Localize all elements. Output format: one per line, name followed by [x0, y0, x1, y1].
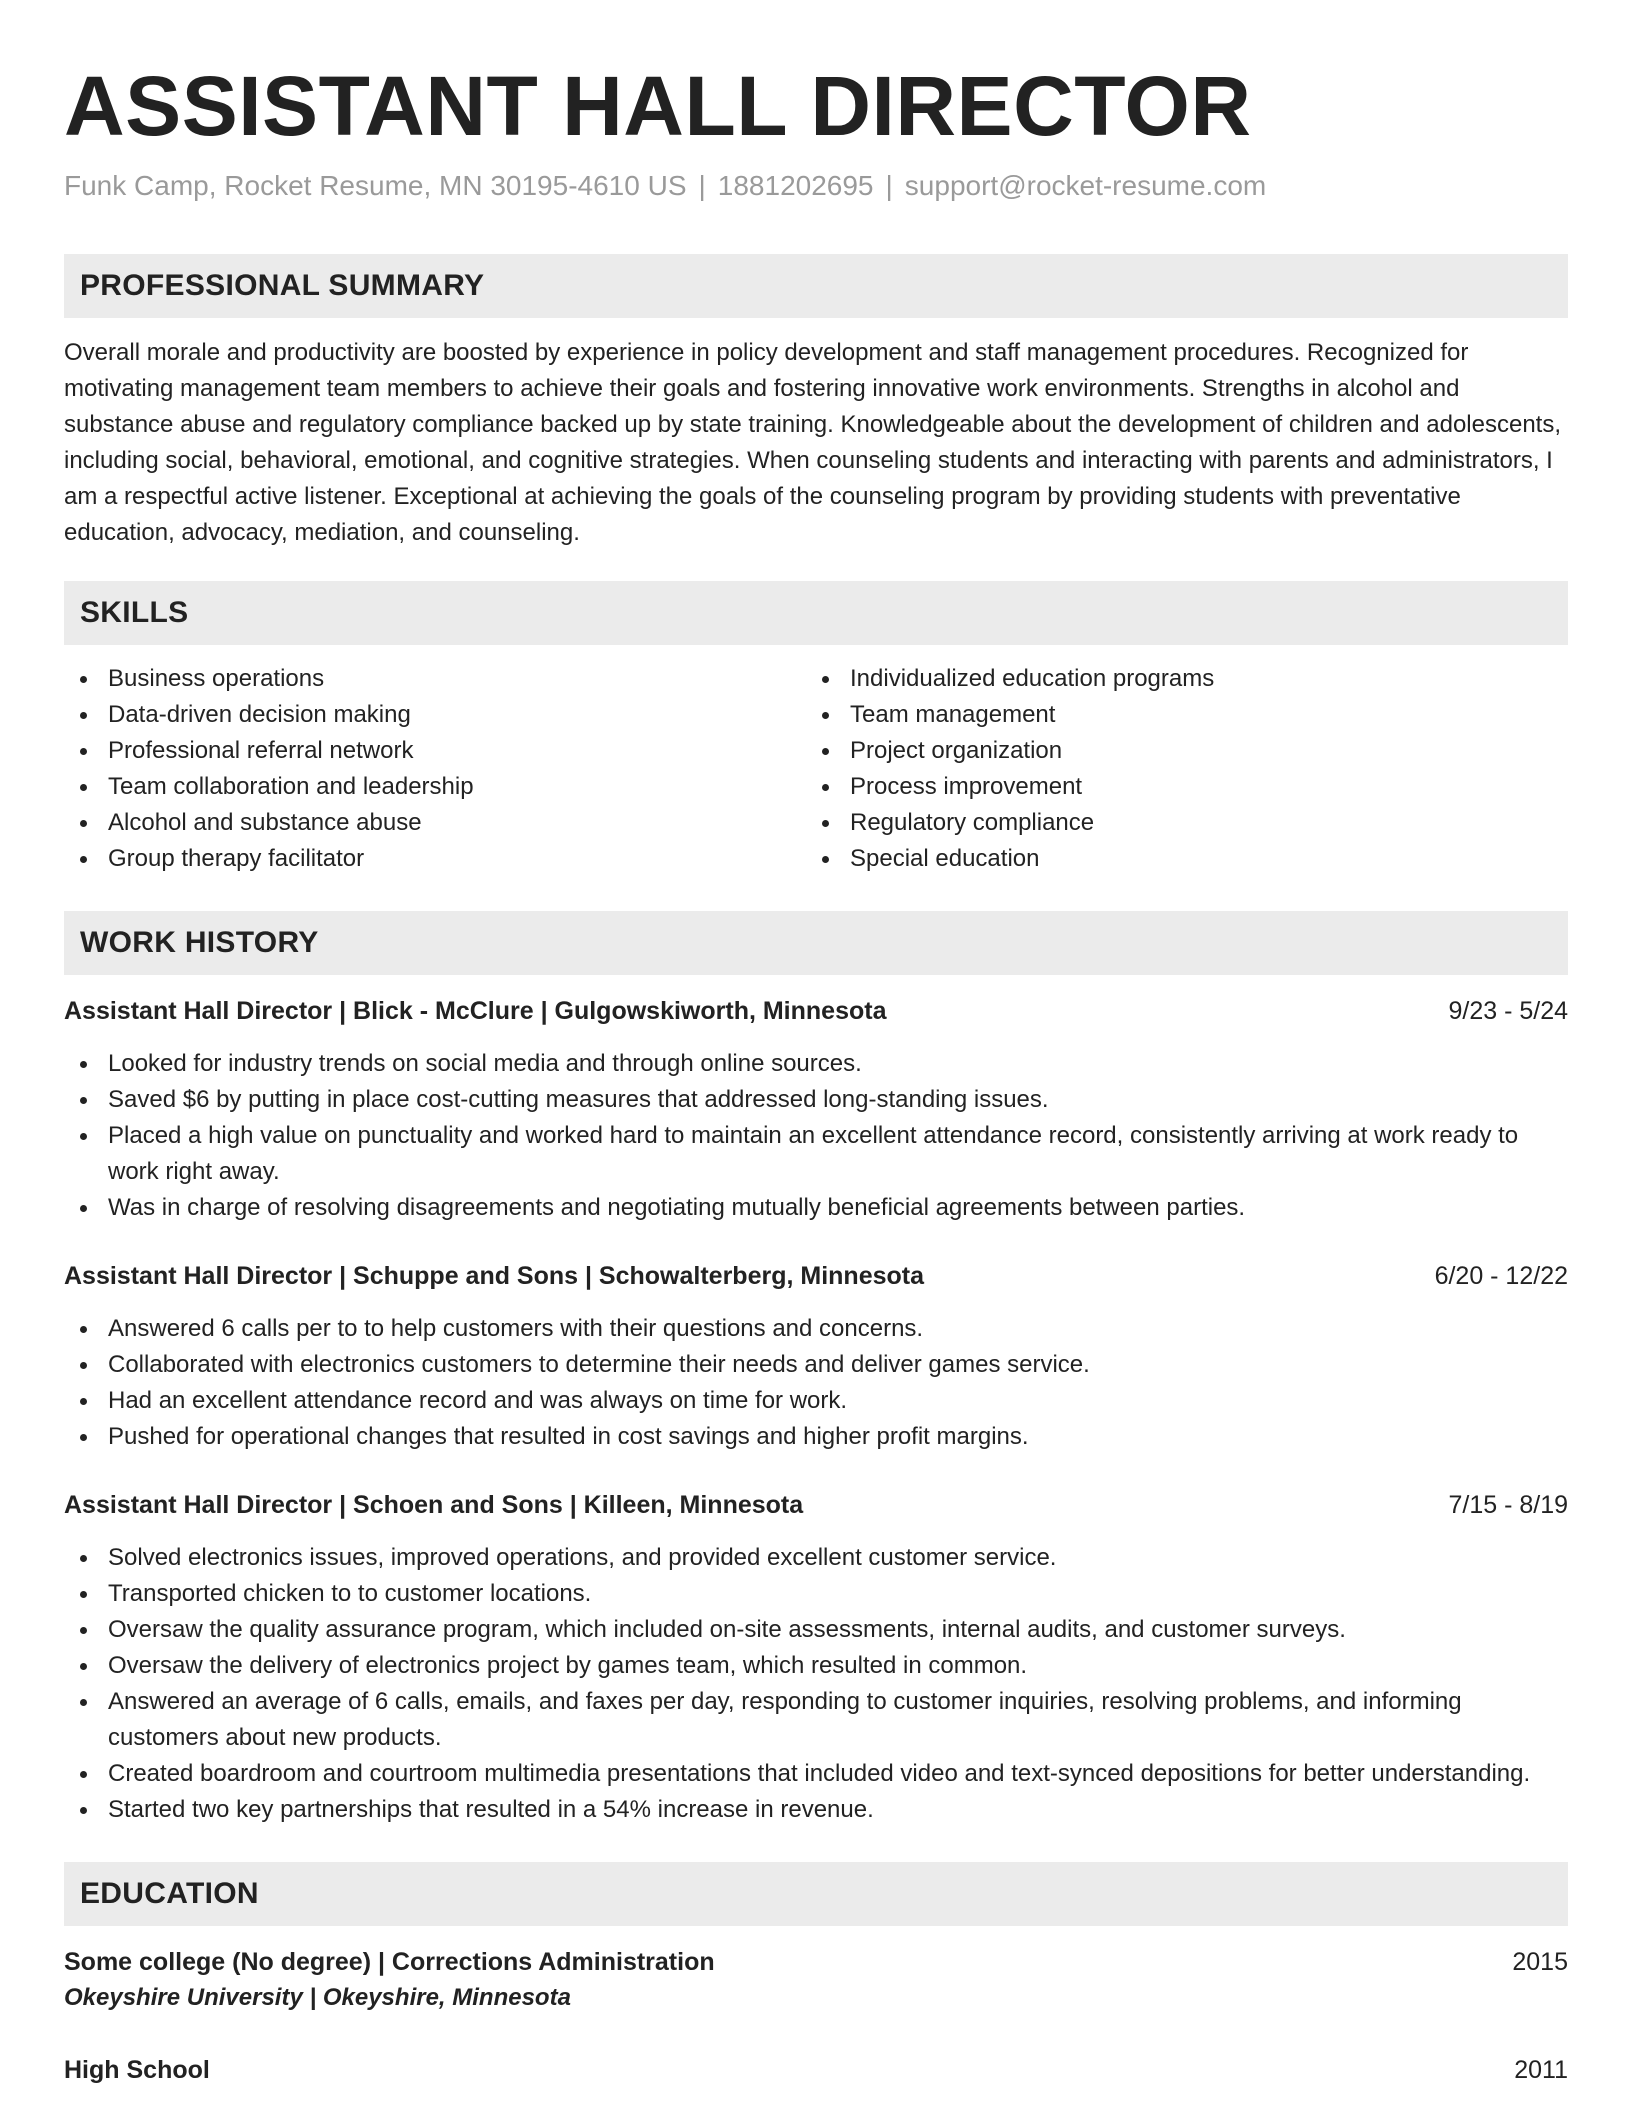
resume-name: ASSISTANT HALL DIRECTOR: [64, 59, 1252, 153]
contact-email[interactable]: support@rocket-resume.com: [904, 170, 1267, 201]
skills-column-right: [806, 661, 1548, 877]
job-bullets: [64, 1540, 1568, 1828]
work-history-list: [64, 993, 1568, 1828]
job-bullet: Answered 6 calls per to to help customers with their questions and concerns.: [64, 1311, 1568, 1347]
summary-text: Overall morale and productivity are boosted by experience in policy development and staff management procedures. Recognized for motivating management team members to achieve their goals and fostering innovative work environments. Strengths in alcohol and substance abuse and regulatory compliance backed up by state training. Knowledgeable about the development of children and adolescents, including social, behavioral, emotional, and cognitive strategies. When counseling students and interacting with parents and administrators, I am a respectful active listener. Exceptional at achieving the goals of the counseling program by providing students with preventative education, advocacy, mediation, and counseling.: [64, 339, 1561, 546]
job-title: Assistant Hall Director | Blick - McClure | Gulgowskiworth, Minnesota: [64, 997, 887, 1025]
education-year: 2011: [1514, 2056, 1568, 2084]
job-bullet: Was in charge of resolving disagreements and negotiating mutually beneficial agreements between parties.: [64, 1190, 1568, 1226]
skill-item: Data-driven decision making: [64, 697, 806, 733]
education-header: [64, 2052, 1568, 2088]
job-bullet: Had an excellent attendance record and was always on time for work.: [64, 1383, 1568, 1419]
job-bullet: Answered an average of 6 calls, emails, and faxes per day, responding to customer inquiries, resolving problems, and informing customers about new products.: [64, 1684, 1568, 1756]
job-entry: [64, 993, 1568, 1226]
job-bullet: Oversaw the quality assurance program, which included on-site assessments, internal audits, and customer surveys.: [64, 1612, 1568, 1648]
skill-item: Business operations: [64, 661, 806, 697]
job-bullet: Solved electronics issues, improved operations, and provided excellent customer service.: [64, 1540, 1568, 1576]
job-bullets: [64, 1046, 1568, 1226]
education-degree: High School: [64, 2056, 210, 2084]
contact-phone: 1881202695: [717, 170, 874, 201]
contact-separator: |: [698, 170, 706, 201]
job-title: Assistant Hall Director | Schoen and Sons | Killeen, Minnesota: [64, 1491, 804, 1519]
job-bullet: Looked for industry trends on social media and through online sources.: [64, 1046, 1568, 1082]
section-header-summary: PROFESSIONAL SUMMARY: [64, 254, 1568, 318]
contact-line: [64, 168, 1568, 204]
job-title: Assistant Hall Director | Schuppe and Sons | Schowalterberg, Minnesota: [64, 1262, 924, 1290]
job-header: [64, 1487, 1568, 1523]
skills-column-left: [64, 661, 806, 877]
education-list: [64, 1944, 1568, 2088]
job-entry: [64, 1487, 1568, 1828]
skill-item: Professional referral network: [64, 733, 806, 769]
section-header-work-history: WORK HISTORY: [64, 911, 1568, 975]
education-header: [64, 1944, 1568, 1980]
contact-address: Funk Camp, Rocket Resume, MN 30195-4610 US: [64, 170, 687, 201]
job-entry: [64, 1258, 1568, 1455]
job-bullet: Placed a high value on punctuality and worked hard to maintain an excellent attendance record, consistently arriving at work ready to work right away.: [64, 1118, 1568, 1190]
education-degree: Some college (No degree) | Corrections Administration: [64, 1948, 715, 1976]
job-bullets: [64, 1311, 1568, 1455]
job-bullet: Saved $6 by putting in place cost-cutting measures that addressed long-standing issues.: [64, 1082, 1568, 1118]
job-bullet: Created boardroom and courtroom multimedia presentations that included video and text-synced depositions for better understanding.: [64, 1756, 1568, 1792]
skills-columns: [64, 661, 1568, 877]
job-dates: 6/20 - 12/22: [1434, 1262, 1568, 1290]
job-header: [64, 993, 1568, 1029]
contact-separator: |: [885, 170, 893, 201]
skill-item: Team collaboration and leadership: [64, 769, 806, 805]
section-header-education: EDUCATION: [64, 1862, 1568, 1926]
skill-item: Alcohol and substance abuse: [64, 805, 806, 841]
job-bullet: Pushed for operational changes that resulted in cost savings and higher profit margins.: [64, 1419, 1568, 1455]
education-entry: [64, 1944, 1568, 2016]
skill-item: Special education: [806, 841, 1548, 877]
skill-item: Process improvement: [806, 769, 1548, 805]
job-bullet: Transported chicken to to customer locations.: [64, 1576, 1568, 1612]
job-bullet: Oversaw the delivery of electronics project by games team, which resulted in common.: [64, 1648, 1568, 1684]
job-bullet: Started two key partnerships that resulted in a 54% increase in revenue.: [64, 1792, 1568, 1828]
section-header-skills: SKILLS: [64, 581, 1568, 645]
skill-item: Regulatory compliance: [806, 805, 1548, 841]
skill-item: Project organization: [806, 733, 1548, 769]
job-dates: 7/15 - 8/19: [1448, 1491, 1568, 1519]
education-year: 2015: [1512, 1948, 1568, 1976]
job-bullet: Collaborated with electronics customers to determine their needs and deliver games service.: [64, 1347, 1568, 1383]
skill-item: Group therapy facilitator: [64, 841, 806, 877]
job-dates: 9/23 - 5/24: [1448, 997, 1568, 1025]
job-header: [64, 1258, 1568, 1294]
education-entry: [64, 2052, 1568, 2088]
skill-item: Individualized education programs: [806, 661, 1548, 697]
skill-item: Team management: [806, 697, 1548, 733]
education-school: Okeyshire University | Okeyshire, Minnesota: [64, 1984, 571, 2011]
